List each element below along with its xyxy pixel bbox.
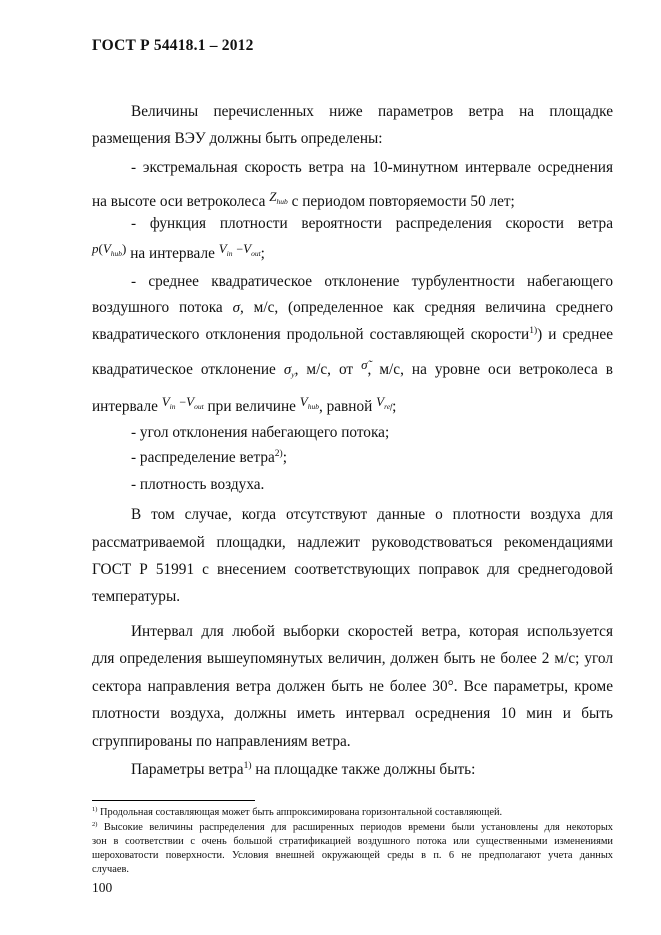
text-fragment: при величине — [207, 398, 296, 415]
paragraph-line: Величины перечисленных ниже параметров ветра на площадке — [131, 103, 613, 120]
text-fragment: на высоте оси ветроколеса — [92, 193, 266, 210]
list-item-line — [92, 355, 613, 385]
formula-vref: Vref — [376, 394, 393, 411]
paragraph-line: Параметры ветра$^{1)}$ на площадке также должны быть: — [131, 761, 476, 778]
formula-z-hub: Zhub — [269, 189, 288, 206]
paragraph-line: рассматриваемой площадки, надлежит руководствоваться рекомендациями — [92, 534, 613, 551]
footnote-2-line: $^{2)}$ Высокие величины распределения для расширенных периодов времени были установлены для некоторых — [92, 821, 613, 833]
list-item-line: - плотность воздуха. — [131, 476, 265, 493]
list-item-line: - экстремальная скорость ветра на 10-минутном интервале осреднения — [131, 159, 613, 176]
paragraph-line: сектора направления ветра должен быть не более 30°. Все параметры, кроме — [92, 678, 613, 695]
text-fragment: с периодом повторяемости 50 лет; — [291, 193, 515, 210]
formula-sigma-tilde: σ̃ — [361, 357, 368, 372]
formula-vhub: Vhub — [299, 394, 319, 411]
formula-vin-vout: Vin −Vout — [161, 394, 204, 411]
paragraph-line: В том случае, когда отсутствуют данные о плотности воздуха для — [131, 506, 613, 523]
footnote-marker: 1) — [529, 326, 538, 336]
footnote-marker: 1) — [243, 761, 252, 771]
list-item-line: - угол отклонения набегающего потока; — [131, 424, 390, 441]
list-item-line — [92, 187, 613, 212]
text-fragment: воздушного потока — [92, 299, 223, 316]
text-fragment: интервале — [92, 398, 158, 415]
footnote-separator — [92, 800, 255, 801]
list-item-line: интервале Vin −Vout при величине Vhub, равной Vref; — [92, 394, 397, 415]
text-fragment: , равной — [318, 398, 373, 415]
list-item-line — [92, 325, 613, 345]
formula-vin-vout: Vin −Vout — [218, 241, 261, 258]
text-fragment: , м/с, на уровне оси ветроколеса в — [367, 361, 613, 378]
paragraph-line: плотности воздуха, должны иметь интервал осреднения 10 мин и быть — [92, 705, 613, 722]
list-item-line: - среднее квадратическое отклонение турбулентности набегающего — [131, 273, 613, 290]
list-item-line: - функция плотности вероятности распределения скорости ветра — [131, 215, 613, 232]
footnote-2-line: зон в соответствии с очень большой стратификацией воздушного потока или существенными изменениями — [92, 836, 613, 847]
text-fragment: , м/с, от — [294, 361, 354, 378]
document-header: ГОСТ Р 54418.1 – 2012 — [92, 37, 254, 54]
formula-p-vhub: p(Vhub) — [92, 241, 127, 258]
paragraph-line: для определения вышеупомянутых величин, должен быть не более 2 м/с; угол — [92, 650, 613, 667]
formula-sigma-y: σy — [283, 362, 295, 379]
text-fragment: квадратическое отклонение — [92, 361, 276, 378]
page-number: 100 — [92, 880, 113, 895]
footnote-1: $^{1)}$ Продольная составляющая может быть аппроксимирована горизонтальной составляющей. — [92, 806, 503, 818]
paragraph-line: размещения ВЭУ должны быть определены: — [92, 130, 383, 147]
text-fragment: квадратического отклонения продольной составляющей скорости — [92, 326, 530, 343]
paragraph-line: сгруппированы по направлениям ветра. — [92, 733, 351, 750]
text-fragment: , м/с, (определенное как средняя величина среднего — [240, 299, 614, 316]
paragraph-line: Интервал для любой выборки скоростей ветра, которая используется — [131, 623, 613, 640]
footnote-2-line: шероховатости поверхности. Условия внешней окружающей среды в п. 6 не предполагают учета данных — [92, 850, 613, 861]
paragraph-line: ГОСТ Р 51991 с внесением соответствующих поправок для среднегодовой — [92, 561, 613, 578]
text-fragment: на интервале — [130, 245, 215, 262]
list-item-line: - распределение ветра$^{2)}$; — [131, 449, 287, 466]
text-fragment: ) и среднее — [537, 326, 613, 343]
footnote-marker: 2) — [274, 449, 283, 459]
footnote-2-line: случаев. — [92, 864, 129, 875]
list-item-line: p(Vhub) на интервале Vin −Vout; — [92, 241, 265, 262]
formula-sigma: σ — [232, 300, 240, 316]
paragraph-line: температуры. — [92, 588, 181, 605]
list-item-line — [92, 298, 613, 318]
